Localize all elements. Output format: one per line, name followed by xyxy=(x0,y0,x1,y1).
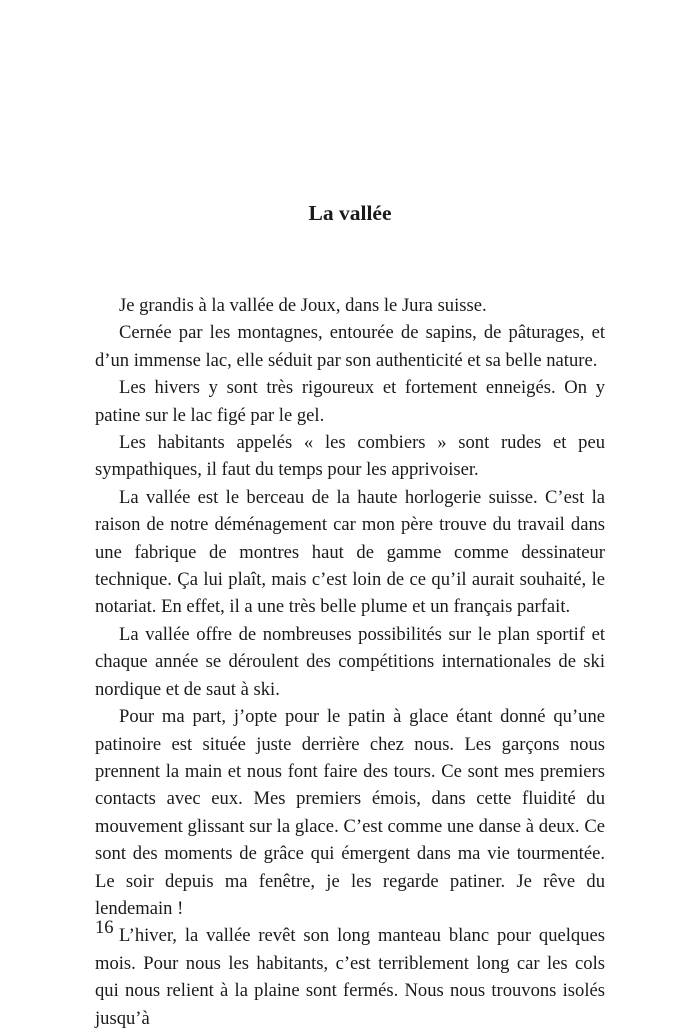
paragraph: Les habitants appelés « les combiers » sont rudes et peu sympathiques, il faut du temps pour les apprivoiser. xyxy=(95,432,605,481)
paragraph: Les hivers y sont très rigoureux et fortement enneigés. On y patine sur le lac figé par le gel. xyxy=(95,377,605,426)
paragraph: La vallée offre de nombreuses possibilités sur le plan sportif et chaque année se déroulent des compétitions internationales de ski nordique et de saut à ski. xyxy=(95,623,605,700)
paragraph: Cernée par les montagnes, entourée de sapins, de pâturages, et d’un immense lac, elle séduit par son authenticité et sa belle nature. xyxy=(95,322,605,371)
chapter-title: La vallée xyxy=(308,201,392,225)
paragraph: Je grandis à la vallée de Joux, dans le Jura suisse. xyxy=(119,295,487,316)
chapter-body xyxy=(95,292,605,1032)
page-number: 16 xyxy=(95,917,114,938)
paragraph: Pour ma part, j’opte pour le patin à glace étant donné qu’une patinoire est située juste derrière chez nous. Les garçons nous prennent la main et nous font faire des tours. Ce sont mes premiers contacts avec eux. Mes premiers émois, dans cette fluidité du mouvement glissant sur la glace. C’est comme une danse à deux. Ce sont des moments de grâce qui émergent dans ma vie tourmentée. Le soir depuis ma fenêtre, je les regarde patiner. Je rêve du lendemain ! xyxy=(95,706,605,919)
paragraph: La vallée est le berceau de la haute horlogerie suisse. C’est la raison de notre déménagement car mon père trouve du travail dans une fabrique de montres haut de gamme comme dessinateur technique. Ça lui plaît, mais c’est loin de ce qu’il aurait souhaité, le notariat. En effet, il a une très belle plume et un français parfait. xyxy=(95,486,605,618)
paragraph: L’hiver, la vallée revêt son long manteau blanc pour quelques mois. Pour nous les habitants, c’est terriblement long car les cols qui nous relient à la plaine sont fermés. Nous nous trouvons isolés jusqu’à xyxy=(95,925,605,1029)
